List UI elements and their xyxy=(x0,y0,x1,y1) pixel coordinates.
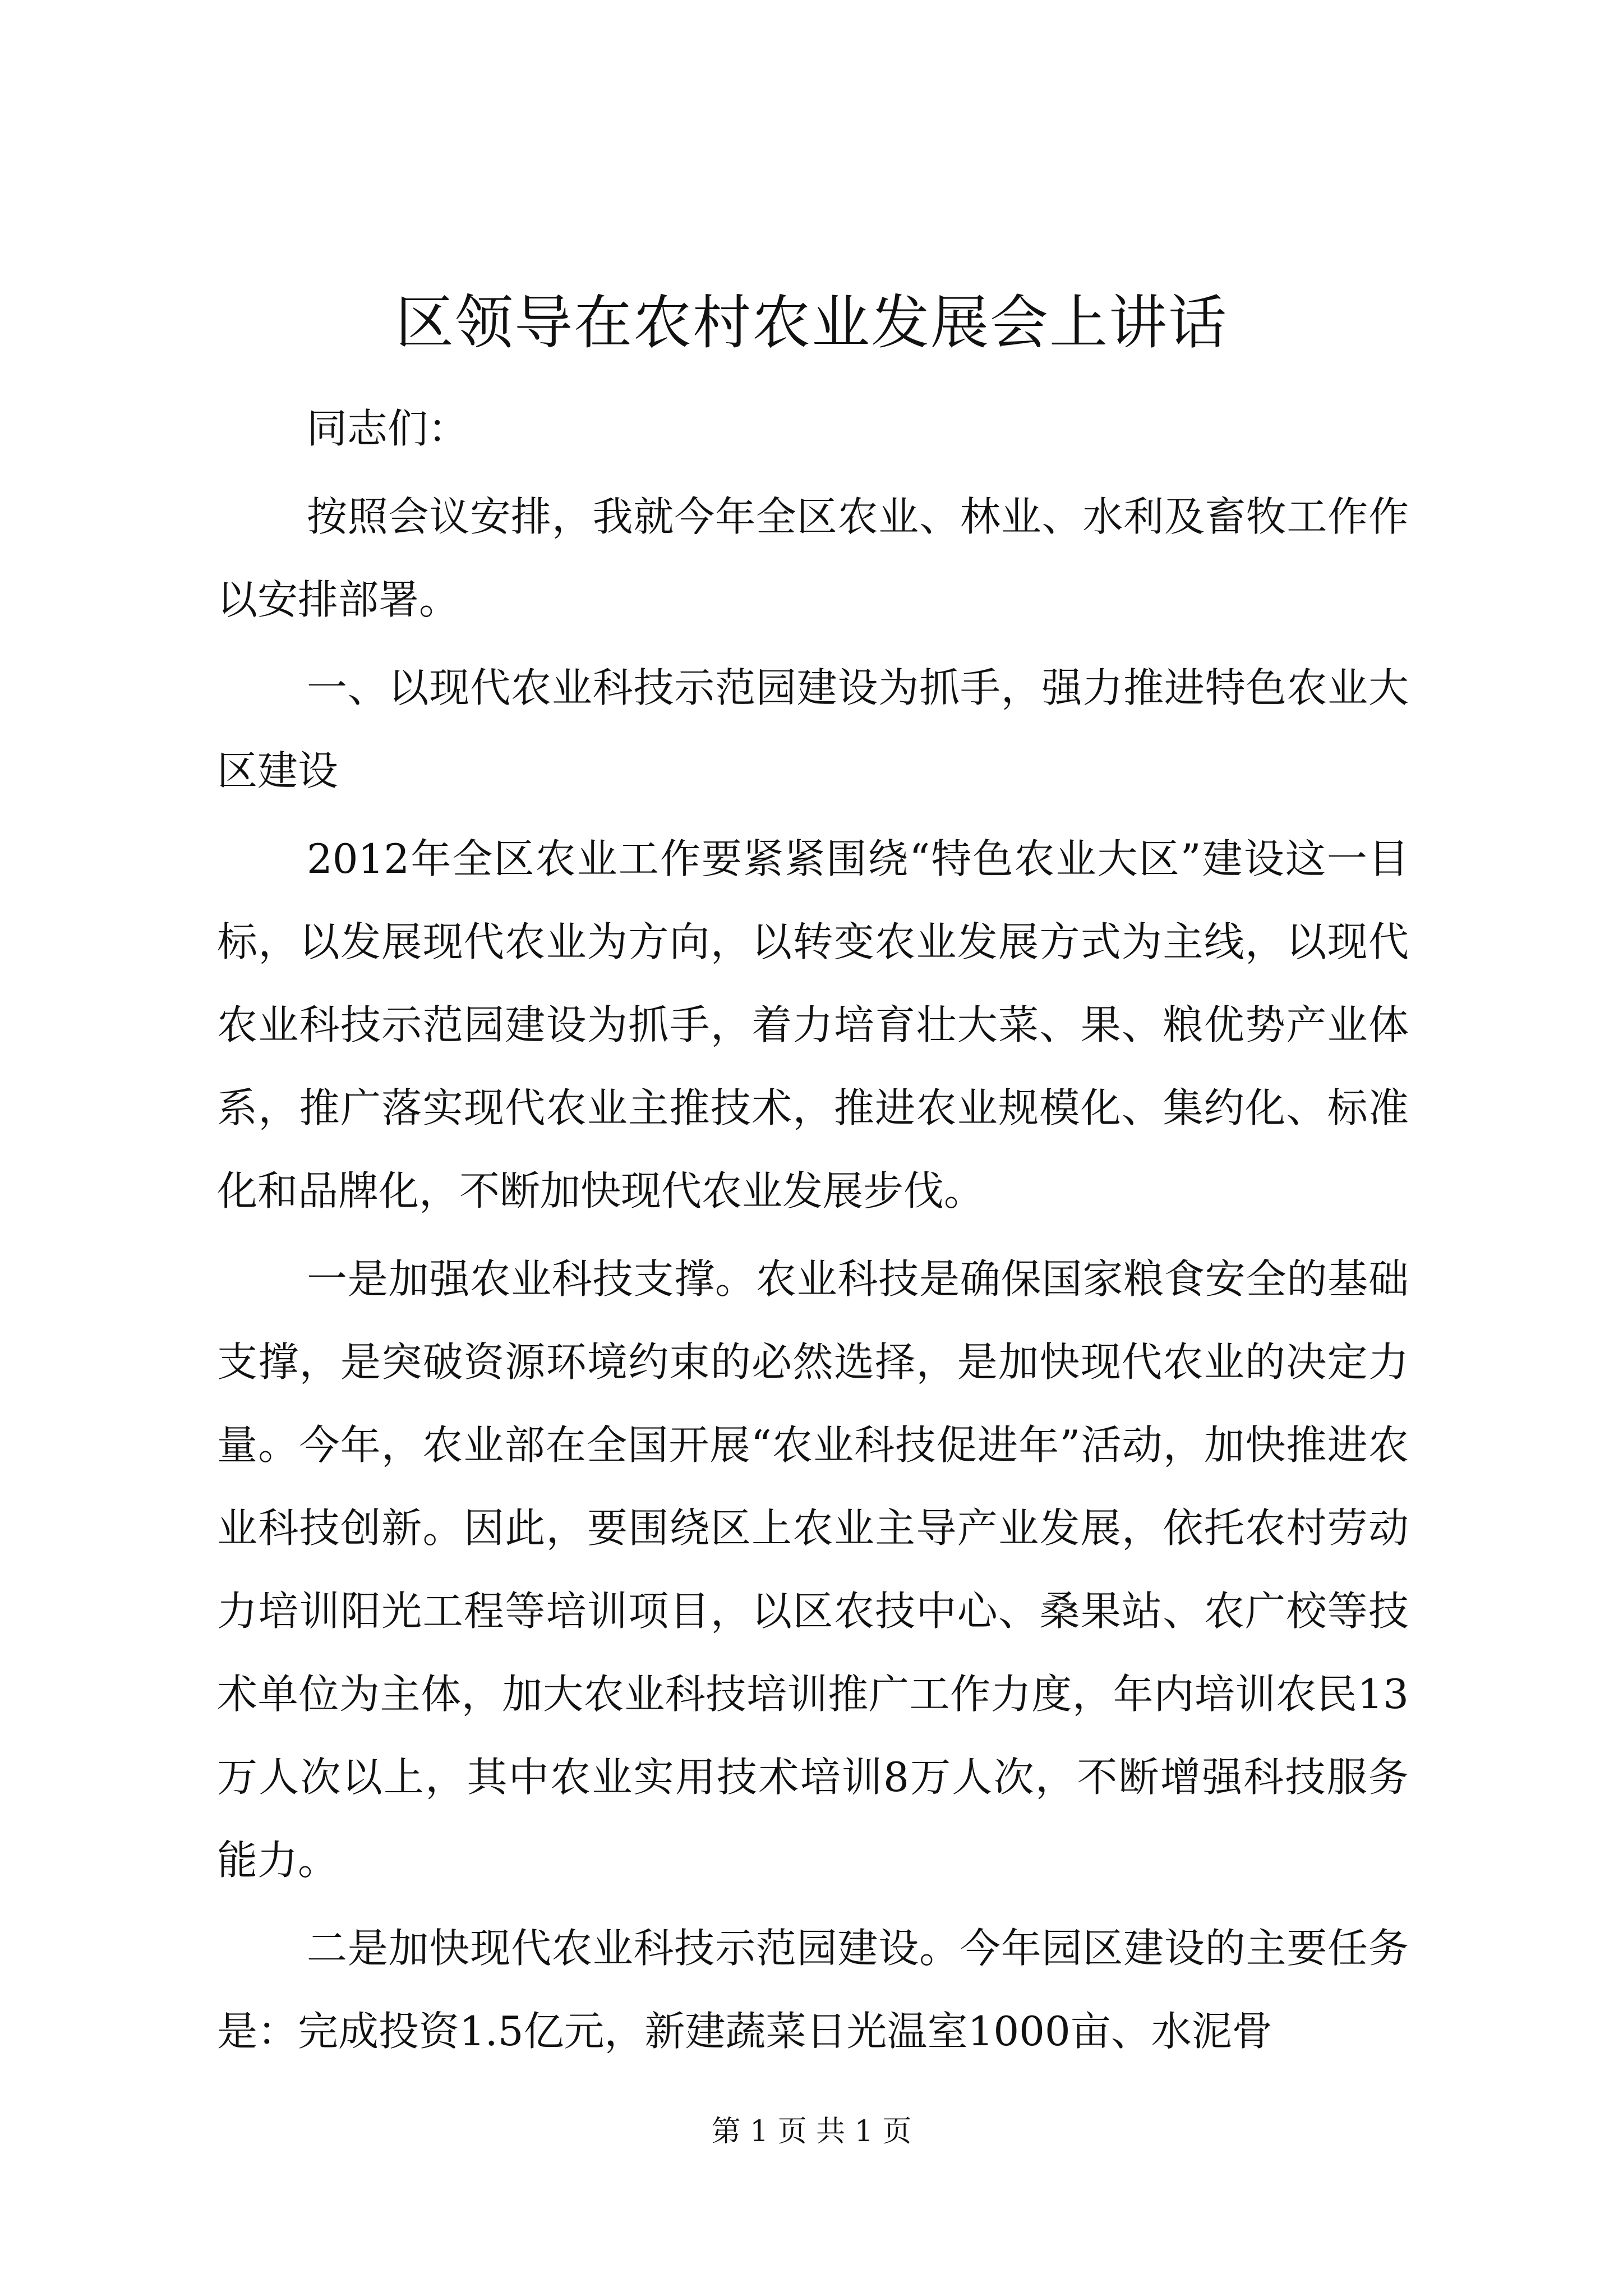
salutation: 同志们： xyxy=(307,405,469,452)
section-heading: 一、以现代农业科技示范园建设为抓手，强力推进特色农业大区建设 xyxy=(217,664,1409,794)
document-body xyxy=(217,387,1409,2078)
document-title: 区领导在农村农业发展会上讲话 xyxy=(395,288,1228,357)
paragraph: 一是加强农业科技支撑。农业科技是确保国家粮食安全的基础支撑，是突破资源环境约束的必然选择，是加快现代农业的决定力量。今年，农业部在全国开展“农业科技促进年”活动，加快推进农业科技创新。因此，要围绕区上农业主导产业发展，依托农村劳动力培训阳光工程等培训项目，以区农技中心、桑果站、农广校等技术单位为主体，加大农业科技培训推广工作力度，年内培训农民13万人次以上，其中农业实用技术培训8万人次，不断增强科技服务能力。 xyxy=(217,1255,1409,1884)
paragraph: 二是加快现代农业科技示范园建设。今年园区建设的主要任务是：完成投资1.5亿元，新建蔬菜日光温室1000亩、水泥骨 xyxy=(217,1925,1409,2055)
paragraph: 按照会议安排，我就今年全区农业、林业、水利及畜牧工作作以安排部署。 xyxy=(217,493,1409,623)
paragraph: 2012年全区农业工作要紧紧围绕“特色农业大区”建设这一目标，以发展现代农业为方向，以转变农业发展方式为主线，以现代农业科技示范园建设为抓手，着力培育壮大菜、果、粮优势产业体系，推广落实现代农业主推技术，推进农业规模化、集约化、标准化和品牌化，不断加快现代农业发展步伐。 xyxy=(217,835,1409,1214)
page-footer: 第 1 页 共 1 页 xyxy=(711,2115,912,2148)
